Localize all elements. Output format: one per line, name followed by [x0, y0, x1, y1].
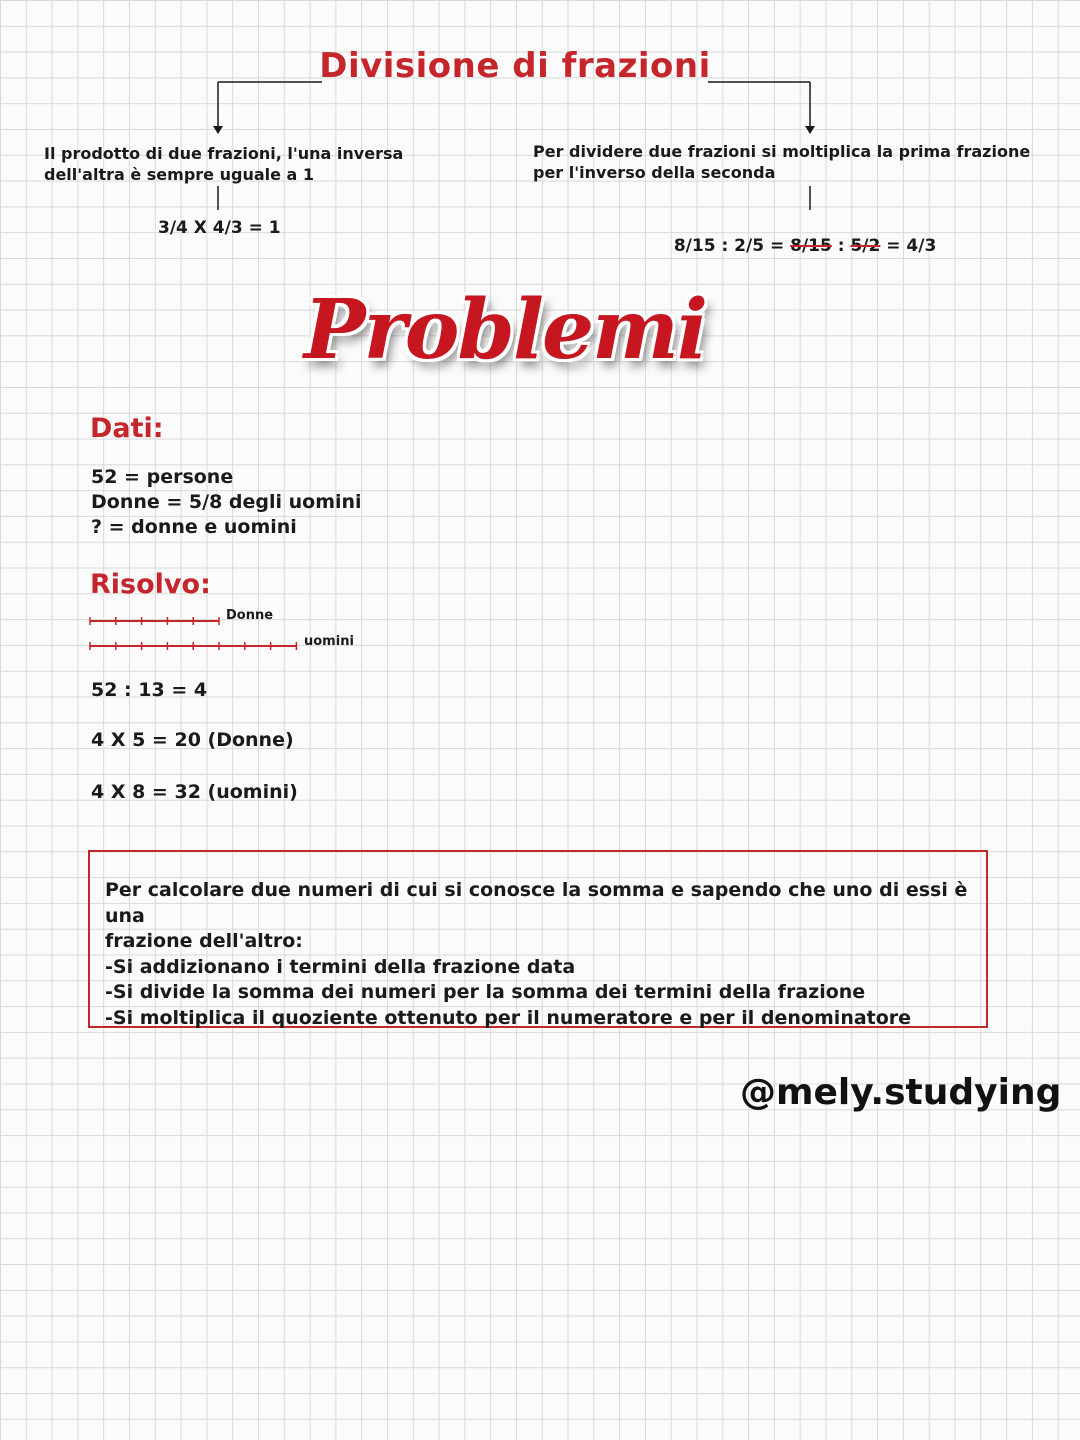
rule-line: -Si addizionano i termini della frazione data	[105, 955, 576, 978]
solution-step-3: 4 X 8 = 32 (uomini)	[91, 781, 298, 803]
right-note-line1: Per dividere due frazioni si moltiplica la prima frazione	[533, 142, 1031, 161]
dati-line: ? = donne e uomini	[91, 516, 297, 538]
bar-label-uomini: uomini	[304, 634, 354, 649]
author-handle: @mely.studying	[740, 1072, 1062, 1113]
arrow-right-icon	[805, 126, 815, 134]
dati-line: 52 = persone	[91, 466, 234, 488]
segment-bars	[0, 600, 400, 660]
rule-line: frazione dell'altro:	[105, 930, 303, 952]
right-example-end: = 4/3	[880, 236, 937, 256]
rule-line: -Si moltiplica il quoziente ottenuto per il numeratore e per il denominatore	[105, 1006, 912, 1029]
solution-step-2: 4 X 5 = 20 (Donne)	[91, 729, 294, 751]
solution-step-1: 52 : 13 = 4	[91, 679, 208, 701]
bar-uomini	[90, 642, 296, 650]
dati-heading: Dati:	[90, 413, 164, 444]
bar-donne	[90, 617, 219, 625]
right-note-line2: per l'inverso della seconda	[533, 163, 776, 182]
dati-list	[91, 465, 362, 540]
division-title: Divisione di frazioni	[319, 46, 711, 86]
risolvo-heading: Risolvo:	[90, 569, 211, 600]
right-example-struck-1: 8/15	[790, 236, 832, 256]
rule-line: -Si divide la somma dei numeri per la somma dei termini della frazione	[105, 981, 866, 1003]
right-example-struck-2: 5/2	[850, 236, 881, 256]
bar-label-donne: Donne	[226, 608, 274, 623]
rule-text	[105, 878, 985, 1031]
left-note	[44, 143, 464, 185]
arrow-left-icon	[213, 126, 223, 134]
problemi-title: Problemi	[303, 282, 707, 378]
left-example: 3/4 X 4/3 = 1	[158, 218, 281, 238]
right-note	[533, 141, 1053, 183]
right-example-mid: :	[831, 236, 851, 256]
rule-line: Per calcolare due numeri di cui si conosce la somma e sapendo che uno di essi è una	[105, 879, 968, 927]
dati-line: Donne = 5/8 degli uomini	[91, 491, 362, 513]
right-example-start: 8/15 : 2/5 =	[673, 236, 791, 256]
right-example	[662, 216, 936, 256]
left-note-line1: Il prodotto di due frazioni, l'una inversa	[44, 144, 404, 163]
left-note-line2: dell'altra è sempre uguale a 1	[44, 165, 315, 184]
